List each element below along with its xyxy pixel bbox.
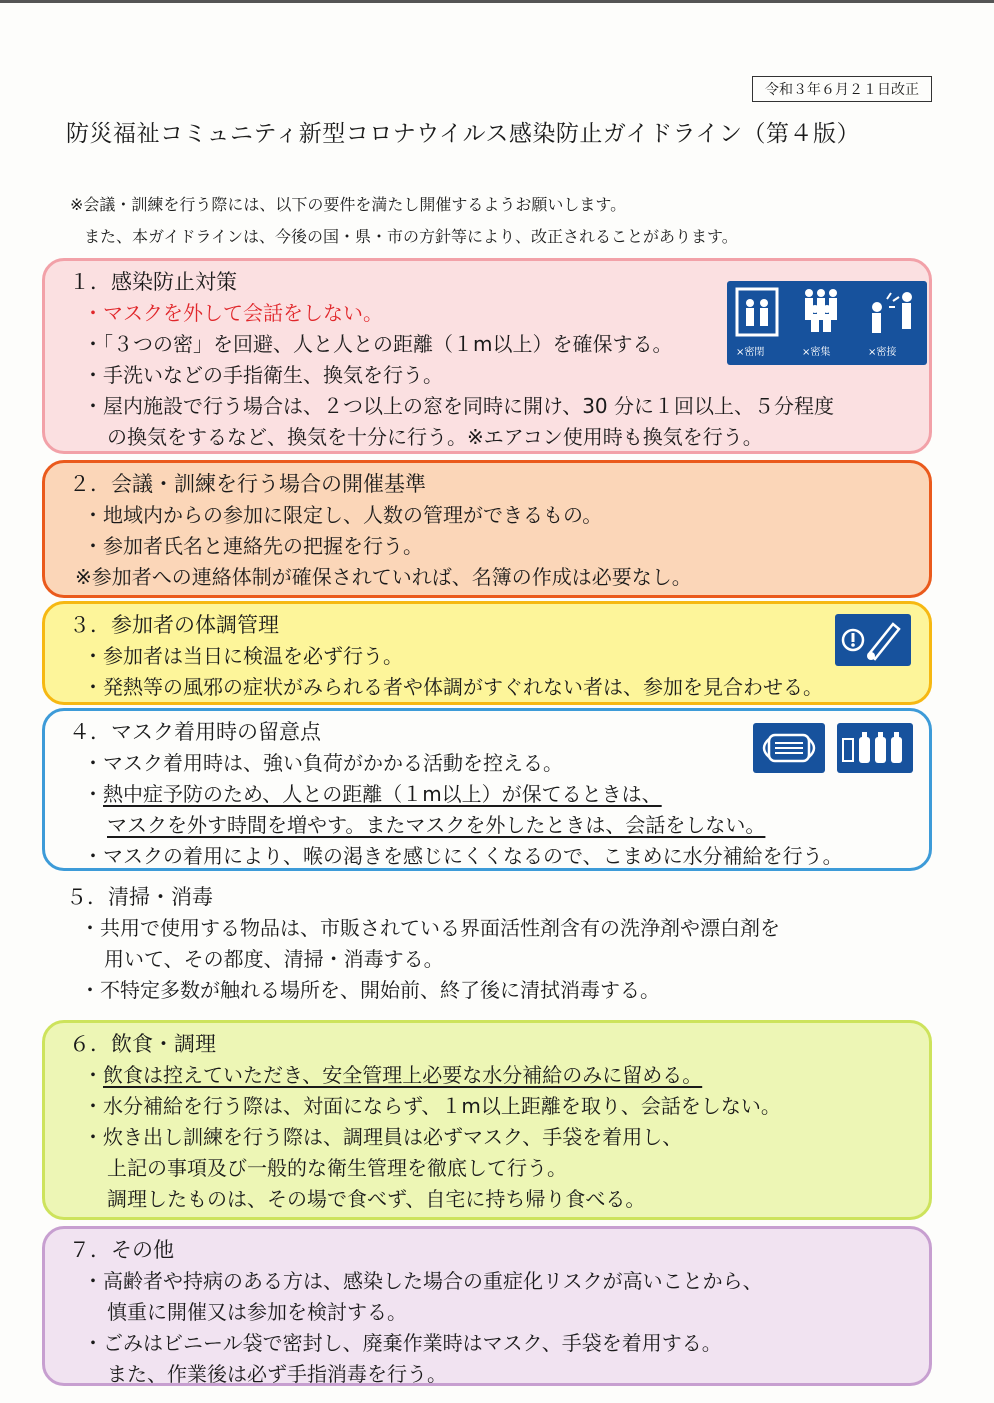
- section-1-heading: １．感染防止対策: [69, 270, 237, 294]
- s4-item-heatstroke-cont: [69, 810, 915, 841]
- s1-item-hand-hygiene: ・手洗いなどの手指衛生、換気を行う。: [83, 363, 443, 387]
- top-edge-line: [0, 0, 994, 3]
- s6-item-take-home: 調理したものは、その場で食べず、自宅に持ち帰り食べる。: [107, 1187, 646, 1211]
- intro-line-1: ※会議・訓練を行う際には、以下の要件を満たし開催するようお願いします。: [70, 195, 627, 214]
- label-crowded-places: ×密集: [802, 347, 831, 358]
- section-other: [42, 1226, 932, 1386]
- s7-item-hand-disinfection: また、作業後は必ず手指消毒を行う。: [107, 1362, 447, 1386]
- section-infection-prevention: [42, 258, 932, 454]
- s6-refrain-eating-text: 飲食は控えていただき、安全管理上必要な水分補給のみに留める。: [103, 1063, 703, 1087]
- s7-item-garbage: ・ごみはビニール袋で密封し、廃棄作業時はマスク、手袋を着用する。: [83, 1331, 722, 1355]
- s2-item-contact-info: ・参加者氏名と連絡先の把握を行う。: [83, 534, 423, 558]
- s4-item-heatstroke: [69, 779, 915, 810]
- s1-item-avoid-3cs: ・「３つの密」を回避、人と人との距離（１m以上）を確保する。: [83, 332, 673, 356]
- section-4-heading: ４．マスク着用時の留意点: [69, 720, 321, 744]
- section-food-cooking: [42, 1020, 932, 1220]
- s3-item-temperature-check: ・参加者は当日に検温を必ず行う。: [83, 644, 403, 668]
- s4-heatstroke-cont-text: マスクを外す時間を増やす。またマスクを外したときは、会話をしない。: [107, 813, 766, 837]
- s7-item-high-risk-cont: 慎重に開催又は参加を検討する。: [107, 1300, 407, 1324]
- label-close-contact: ×密接: [868, 347, 897, 358]
- s2-note-roster: ※参加者への連絡体制が確保されていれば、名簿の作成は必要なし。: [75, 565, 692, 589]
- s6-bullet: ・: [83, 1063, 103, 1087]
- s4-heatstroke-text: 熱中症予防のため、人との距離（１m以上）が保てるときは、: [103, 782, 662, 806]
- intro-line-2: また、本ガイドラインは、今後の国・県・市の方針等により、改正されることがあります。: [84, 227, 738, 246]
- s4-bullet: ・: [83, 782, 103, 806]
- s4-item-avoid-heavy-activity: ・マスク着用時は、強い負荷がかかる活動を控える。: [83, 751, 563, 775]
- s6-item-cooking-drill: ・炊き出し訓練を行う際は、調理員は必ずマスク、手袋を着用し、: [83, 1125, 683, 1149]
- s6-item-hydration-distance: ・水分補給を行う際は、対面にならず、１m以上距離を取り、会話をしない。: [83, 1094, 781, 1118]
- section-meeting-criteria: [42, 460, 932, 598]
- section-2-heading: ２．会議・訓練を行う場合の開催基準: [69, 472, 426, 496]
- s6-item-refrain-eating: [69, 1060, 915, 1091]
- s5-item-shared-items-cont: 用いて、その都度、清掃・消毒する。: [104, 947, 444, 971]
- s5-item-shared-items: ・共用で使用する物品は、市販されている界面活性剤含有の洗浄剤や漂白剤を: [80, 916, 780, 940]
- label-closed-spaces: ×密閉: [736, 347, 765, 358]
- s5-item-wipe-surfaces: ・不特定多数が触れる場所を、開始前、終了後に清拭消毒する。: [80, 978, 660, 1002]
- s4-item-hydration: ・マスクの着用により、喉の渇きを感じにくくなるので、こまめに水分補給を行う。: [83, 844, 843, 868]
- s6-item-cooking-drill-cont: 上記の事項及び一般的な衛生管理を徹底して行う。: [107, 1156, 567, 1180]
- section-3-heading: ３．参加者の体調管理: [69, 613, 279, 637]
- section-mask-notes: [42, 708, 932, 871]
- page-title: 防災福祉コミュニティ新型コロナウイルス感染防止ガイドライン（第４版）: [66, 121, 860, 147]
- s3-item-refrain-if-sick: ・発熱等の風邪の症状がみられる者や体調がすぐれない者は、参加を見合わせる。: [83, 675, 823, 699]
- section-5-heading: ５．清掃・消毒: [66, 885, 213, 909]
- thermometer-icon: [835, 614, 911, 666]
- section-health-management: [42, 601, 932, 705]
- s1-item-no-talking-without-mask: ・マスクを外して会話をしない。: [83, 301, 383, 325]
- water-bottles-icon: [837, 723, 913, 773]
- s1-item-ventilation: ・屋内施設で行う場合は、２つ以上の窓を同時に開け、30 分に１回以上、５分程度: [83, 394, 835, 418]
- s7-item-high-risk: ・高齢者や持病のある方は、感染した場合の重症化リスクが高いことから、: [83, 1269, 763, 1293]
- s1-item-ventilation-cont: の換気をするなど、換気を十分に行う。※エアコン使用時も換気を行う。: [107, 425, 763, 449]
- section-6-heading: ６．飲食・調理: [69, 1032, 216, 1056]
- section-cleaning-disinfection: [42, 876, 932, 1016]
- s2-item-local-participants: ・地域内からの参加に限定し、人数の管理ができるもの。: [83, 503, 603, 527]
- mask-icon: [753, 723, 825, 773]
- revision-date-box: 令和３年６月２１日改正: [752, 76, 932, 102]
- section-7-heading: ７．その他: [69, 1238, 174, 1262]
